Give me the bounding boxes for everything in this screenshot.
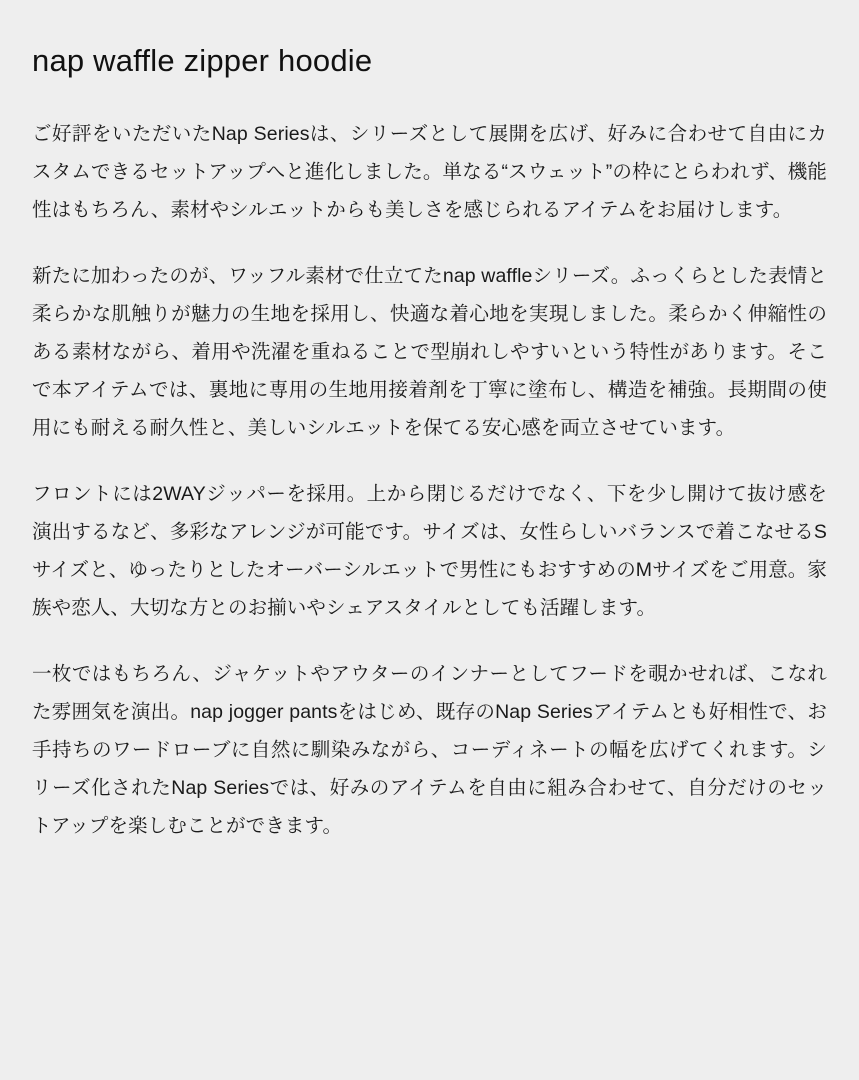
description-paragraph-2: 新たに加わったのが、ワッフル素材で仕立てたnap waffleシリーズ。ふっくらとした表情と柔らかな肌触りが魅力の生地を採用し、快適な着心地を実現しました。柔らかく伸縮性のある素材ながら、着用や洗濯を重ねることで型崩れしやすいという特性があります。そこで本アイテムでは、裏地に専用の生地用接着剤を丁寧に塗布し、構造を補強。長期間の使用にも耐える耐久性と、美しいシルエットを保てる安心感を両立させています。 xyxy=(32,264,827,439)
page-title: nap waffle zipper hoodie xyxy=(32,43,373,78)
description-body xyxy=(32,115,827,845)
description-paragraph-4: 一枚ではもちろん、ジャケットやアウターのインナーとしてフードを覗かせれば、こなれた雰囲気を演出。nap jogger pantsをはじめ、既存のNap Seriesアイテムとも好相性で、お手持ちのワードローブに自然に馴染みながら、コーディネートの幅を広げてくれます。シリーズ化されたNap Seriesでは、好みのアイテムを自由に組み合わせて、自分だけのセットアップを楽しむことができます。 xyxy=(32,662,827,837)
description-paragraph-3: フロントには2WAYジッパーを採用。上から閉じるだけでなく、下を少し開けて抜け感を演出するなど、多彩なアレンジが可能です。サイズは、女性らしいバランスで着こなせるSサイズと、ゆったりとしたオーバーシルエットで男性にもおすすめのMサイズをご用意。家族や恋人、大切な方とのお揃いやシェアスタイルとしても活躍します。 xyxy=(32,482,827,619)
description-paragraph-1: ご好評をいただいたNap Seriesは、シリーズとして展開を広げ、好みに合わせて自由にカスタムできるセットアップへと進化しました。単なる“スウェット”の枠にとらわれず、機能性はもちろん、素材やシルエットからも美しさを感じられるアイテムをお届けします。 xyxy=(32,122,827,221)
